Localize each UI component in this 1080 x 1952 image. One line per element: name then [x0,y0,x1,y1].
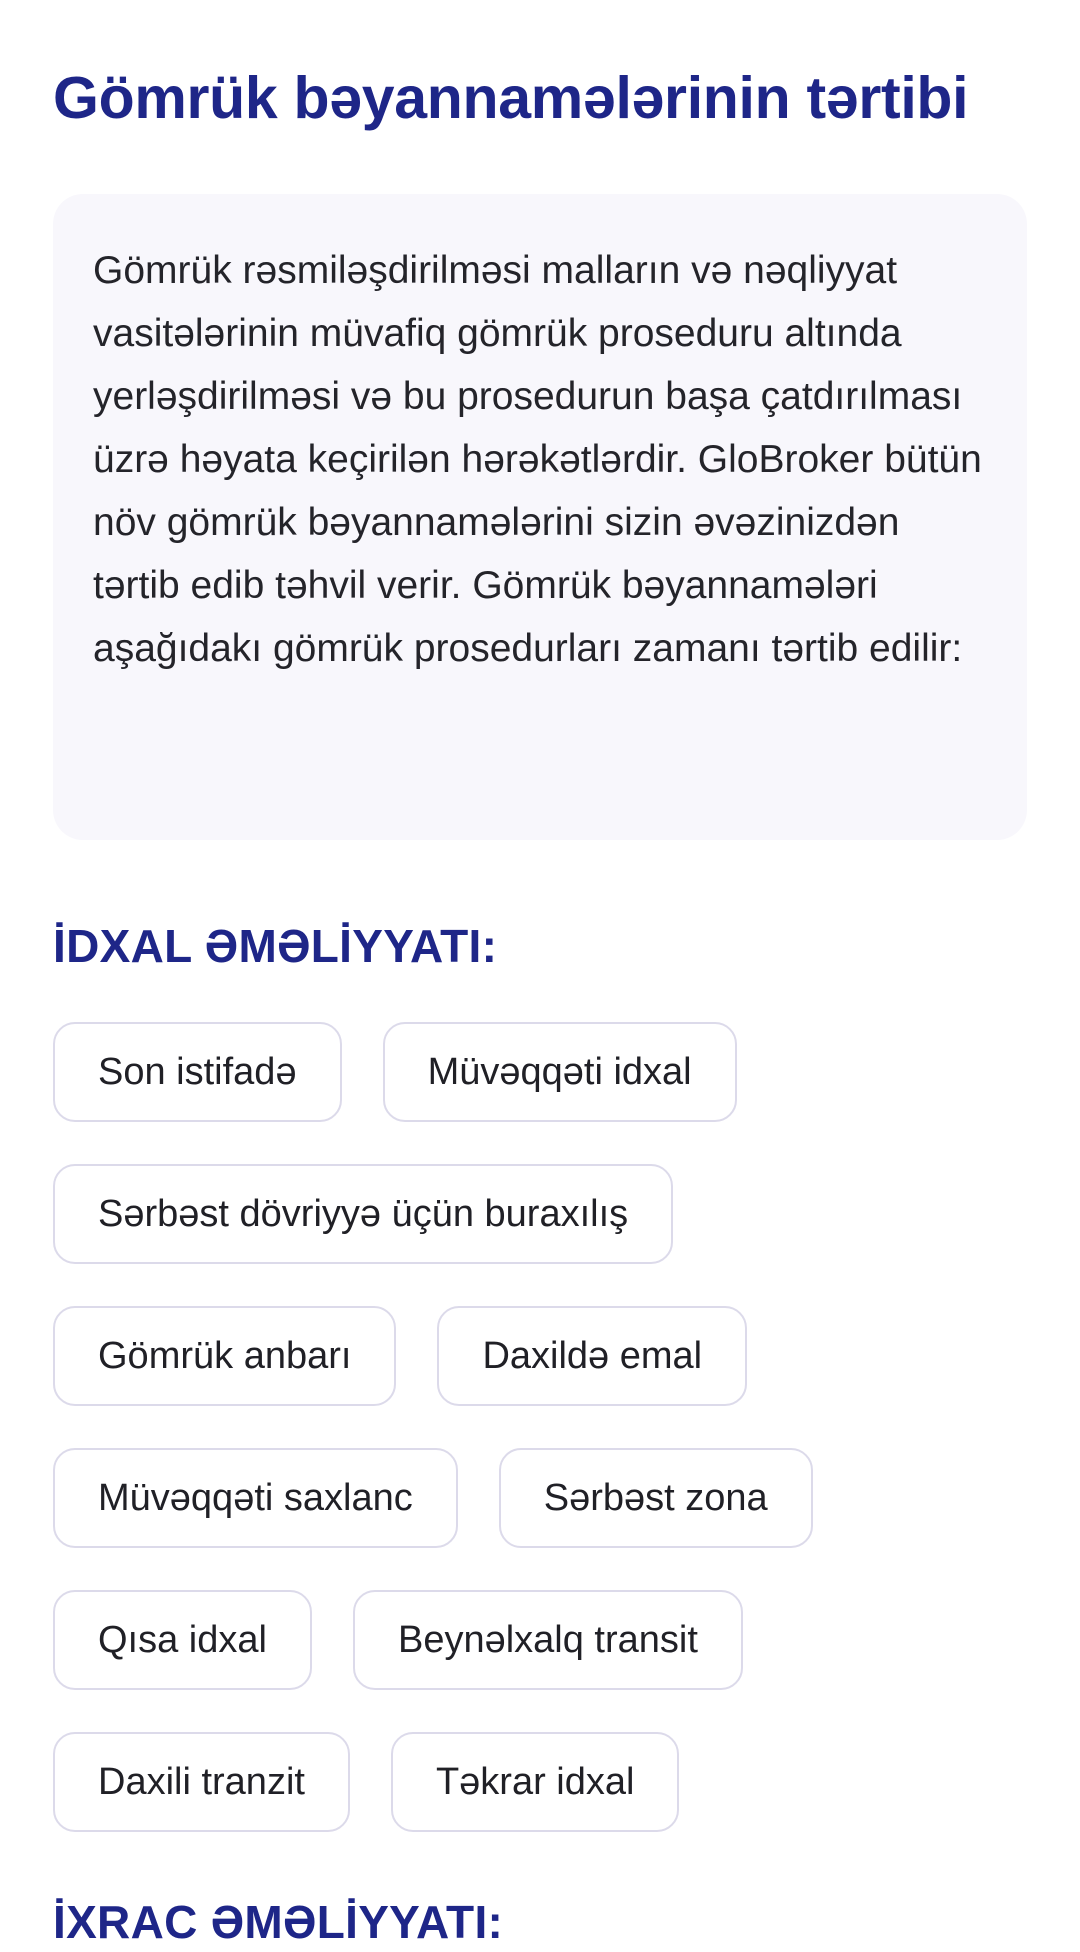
export-section-title: İXRAC ƏMƏLİYYATI: [53,1896,504,1948]
procedure-row [53,1306,1027,1406]
procedure-row [53,1164,1027,1264]
page-title: Gömrük bəyannamələrinin tərtibi [53,65,969,131]
import-section-title: İDXAL ƏMƏLİYYATI: [53,920,498,972]
procedure-chip-serbest-zona[interactable]: Sərbəst zona [499,1448,813,1548]
procedure-chip-qisa-idxal[interactable]: Qısa idxal [53,1590,312,1690]
procedure-chip-tekrar-idxal[interactable]: Təkrar idxal [391,1732,680,1832]
procedure-chip-daxili-tranzit[interactable]: Daxili tranzit [53,1732,350,1832]
procedure-chip-serbest-dovriyye[interactable]: Sərbəst dövriyyə üçün buraxılış [53,1164,673,1264]
procedure-chip-son-istifade[interactable]: Son istifadə [53,1022,342,1122]
procedure-row [53,1732,1027,1832]
intro-text: Gömrük rəsmiləşdirilməsi malların və nəqliyyat vasitələrinin müvafiq gömrük proseduru altında yerləşdirilməsi və bu prosedurun başa çatdırılması üzrə həyata keçirilən hərəkətlərdir. GloBroker bütün növ gömrük bəyannamələrini sizin əvəzinizdən tərtib edib təhvil verir. Gömrük bəyannamələri aşağıdakı gömrük prosedurları zamanı tərtib edilir: [93,249,982,670]
procedure-row [53,1590,1027,1690]
procedure-chip-beynelxalq-transit[interactable]: Beynəlxalq transit [353,1590,743,1690]
procedure-row [53,1448,1027,1548]
procedure-row [53,1022,1027,1122]
procedure-chip-muveqqeti-idxal[interactable]: Müvəqqəti idxal [383,1022,737,1122]
intro-card [53,194,1027,840]
procedure-chip-daxilde-emal[interactable]: Daxildə emal [437,1306,747,1406]
procedure-chip-gomruk-anbari[interactable]: Gömrük anbarı [53,1306,396,1406]
procedure-chip-muveqqeti-saxlanc[interactable]: Müvəqqəti saxlanc [53,1448,458,1548]
import-procedure-list [53,1022,1027,1874]
